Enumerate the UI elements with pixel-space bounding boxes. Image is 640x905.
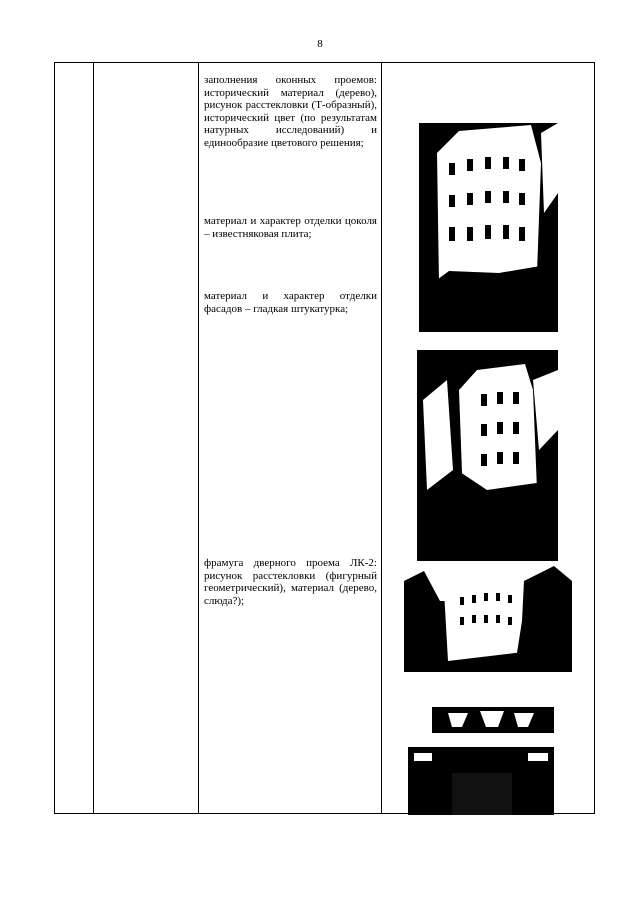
description-window-fillings: заполнения оконных проемов: исторический материал (дерево), рисунок расстекловки (Т-образный), исторический цвет (по результатам натурных исследований) и единообразие цветового решения;	[204, 74, 377, 149]
door-transom-photo	[408, 703, 554, 815]
facade-photo-2	[417, 350, 558, 561]
column-divider	[93, 63, 94, 813]
subject-protection-table	[54, 62, 595, 814]
description-facade-finish: материал и характер отделки фасадов – гладкая штукатурка;	[204, 290, 377, 315]
column-divider	[381, 63, 382, 813]
facade-photo-1	[419, 123, 558, 332]
description-door-transom: фрамуга дверного проема ЛК-2: рисунок расстекловки (фигурный геометрический), материал (дерево, слюда?);	[204, 557, 377, 607]
page-number: 8	[317, 38, 323, 50]
description-plinth-finish: материал и характер отделки цоколя – известняковая плита;	[204, 215, 377, 240]
facade-photo-3	[404, 561, 572, 672]
column-divider	[198, 63, 199, 813]
